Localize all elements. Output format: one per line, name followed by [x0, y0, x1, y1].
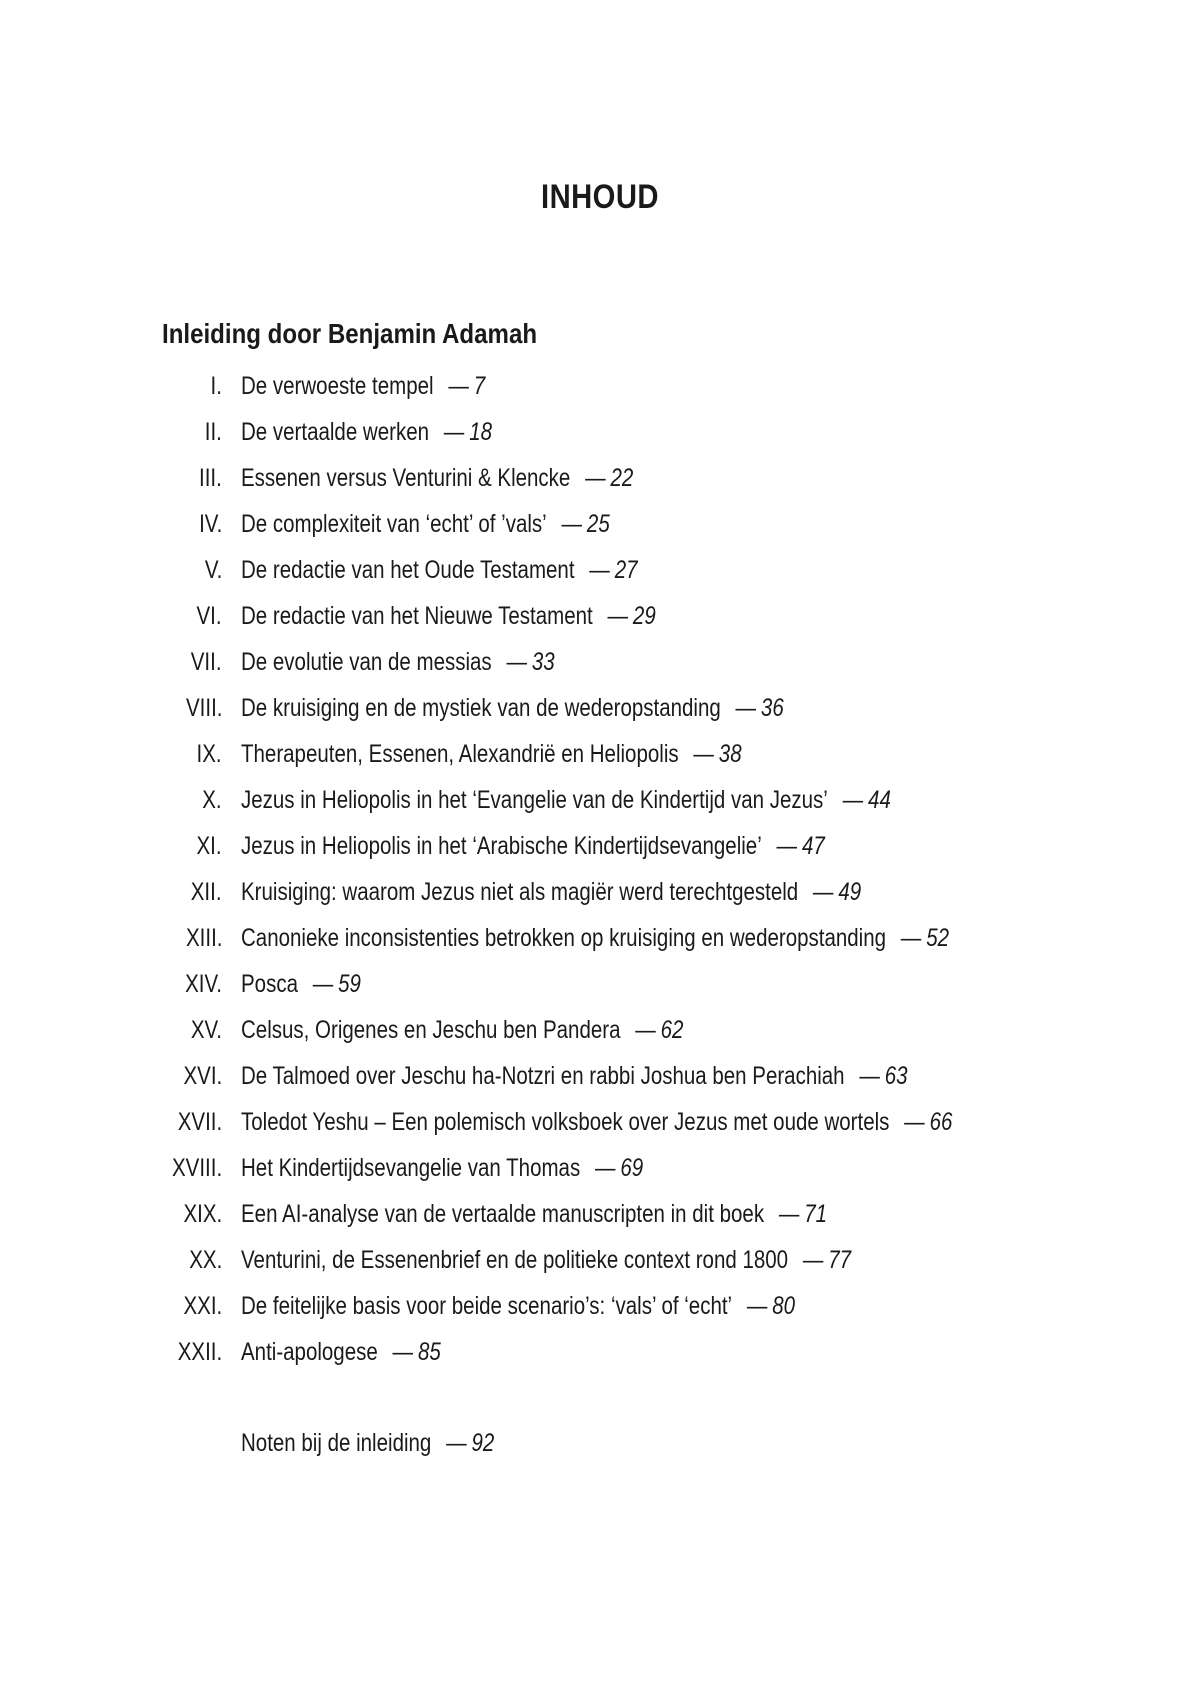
- toc-entry: [0, 1099, 1200, 1145]
- toc-entry-body: [241, 1191, 827, 1237]
- toc-entry-page: 25: [586, 510, 610, 538]
- toc-entry: [0, 455, 1200, 501]
- toc-entry-text: Kruisiging: waarom Jezus niet als magiër werd terechtgesteld: [241, 878, 799, 906]
- toc-entry-page: 62: [660, 1016, 684, 1044]
- toc-entry-separator: —: [506, 648, 527, 676]
- toc-entry-page: 22: [610, 464, 634, 492]
- toc-entry: [0, 409, 1200, 455]
- toc-entry: [0, 915, 1200, 961]
- toc-entry-body: [241, 501, 610, 547]
- toc-entry-number: XV.: [190, 1016, 222, 1044]
- toc-entry-body: [241, 823, 825, 869]
- toc-entry-text: Posca: [241, 970, 298, 998]
- toc-entry-separator: —: [446, 1429, 467, 1457]
- toc-entry-body: [241, 961, 361, 1007]
- toc-entry-number: III.: [199, 464, 222, 492]
- toc-entry-text: Canonieke inconsistenties betrokken op kruisiging en wederopstanding: [241, 924, 887, 952]
- toc-entry-body: [241, 1237, 851, 1283]
- toc-entry: [0, 501, 1200, 547]
- toc-entry-number: XIII.: [185, 924, 222, 952]
- toc-entry-separator: —: [585, 464, 606, 492]
- toc-entry: [0, 363, 1200, 409]
- toc-entry-separator: —: [900, 924, 922, 952]
- toc-entry-page: 44: [868, 786, 891, 814]
- toc-entry: [0, 1283, 1200, 1329]
- toc-entry-page: 69: [620, 1154, 644, 1182]
- toc-entry-page: 59: [338, 970, 361, 998]
- toc-entry-body: [241, 593, 656, 639]
- toc-notes-entry: [0, 1420, 1200, 1466]
- toc-entry-number: XVII.: [177, 1108, 222, 1136]
- toc-entry-number: XVI.: [183, 1062, 222, 1090]
- toc-entry-number: XXII.: [177, 1338, 222, 1366]
- toc-entry-body: [241, 409, 492, 455]
- toc-entry-page: 49: [838, 878, 862, 906]
- toc-entry: [0, 593, 1200, 639]
- toc-entry-number: XI.: [196, 832, 222, 860]
- toc-entry-number: X.: [202, 786, 222, 814]
- toc-entry-number: XII.: [191, 878, 222, 906]
- toc-entry-page: 36: [760, 694, 784, 722]
- toc-entry-page: 85: [417, 1338, 441, 1366]
- toc-entry-separator: —: [842, 786, 864, 814]
- toc-entry-separator: —: [859, 1062, 880, 1090]
- toc-entry-text: Celsus, Origenes en Jeschu ben Pandera: [241, 1016, 621, 1044]
- toc-entry-text: Jezus in Heliopolis in het ‘Arabische Kindertijdsevangelie’: [241, 832, 762, 860]
- toc-entry-body: [241, 455, 633, 501]
- toc-entry-body: [241, 777, 891, 823]
- toc-entry-text: De kruisiging en de mystiek van de wederopstanding: [241, 694, 721, 722]
- toc-entry-text: Toledot Yeshu – Een polemisch volksboek over Jezus met oude wortels: [241, 1108, 890, 1136]
- toc-entry-text: Het Kindertijdsevangelie van Thomas: [241, 1154, 581, 1182]
- toc-entry-number: VI.: [196, 602, 222, 630]
- toc-entry-text: De evolutie van de messias: [241, 648, 492, 676]
- toc-entry-separator: —: [904, 1108, 925, 1136]
- toc-entry: [0, 731, 1200, 777]
- toc-entry-number: I.: [210, 372, 222, 400]
- toc-entry-text: Therapeuten, Essenen, Alexandrië en Heliopolis: [241, 740, 679, 768]
- toc-entry-text: Essenen versus Venturini & Klencke: [241, 464, 571, 492]
- toc-entry-page: 33: [531, 648, 555, 676]
- toc-entry-body: [241, 685, 784, 731]
- toc-entry-separator: —: [812, 878, 834, 906]
- toc-entry: [0, 1053, 1200, 1099]
- toc-entry-page: 47: [801, 832, 825, 860]
- toc-entry-number: II.: [204, 418, 222, 446]
- toc-entry-separator: —: [693, 740, 714, 768]
- toc-entry-body: [241, 547, 638, 593]
- toc-entry-page: 71: [804, 1200, 828, 1228]
- toc-entry-separator: —: [589, 556, 610, 584]
- toc-entry-page: 77: [828, 1246, 852, 1274]
- toc-entry: [0, 961, 1200, 1007]
- toc-entry-page: 38: [718, 740, 742, 768]
- toc-entry-separator: —: [312, 970, 334, 998]
- toc-entry-separator: —: [443, 418, 465, 446]
- toc-entry-number: V.: [204, 556, 222, 584]
- toc-entry-separator: —: [594, 1154, 616, 1182]
- toc-entry-text: De feitelijke basis voor beide scenario’s: ‘vals’ of ‘echt’: [241, 1292, 733, 1320]
- toc-entry-number: VIII.: [185, 694, 222, 722]
- toc-entry-body: [241, 639, 555, 685]
- toc-entry-text: De verwoeste tempel: [241, 372, 434, 400]
- toc-entry-body: [241, 1053, 908, 1099]
- toc-entry-separator: —: [776, 832, 798, 860]
- toc-entry-number: XX.: [188, 1246, 222, 1274]
- toc-entry-separator: —: [635, 1016, 656, 1044]
- toc-entry-separator: —: [802, 1246, 824, 1274]
- toc-entry: [0, 639, 1200, 685]
- toc-entry-text: Noten bij de inleiding: [241, 1429, 432, 1457]
- toc-entry: [0, 823, 1200, 869]
- toc-entry-text: Venturini, de Essenenbrief en de politieke context rond 1800: [241, 1246, 789, 1274]
- toc-entry-text: De vertaalde werken: [241, 418, 430, 446]
- toc-entry-body: [241, 1420, 494, 1466]
- toc-entry: [0, 1237, 1200, 1283]
- toc-entry-page: 18: [469, 418, 493, 446]
- toc-entry-list: [0, 363, 1200, 1375]
- toc-entry-text: De redactie van het Oude Testament: [241, 556, 575, 584]
- toc-entry-body: [241, 915, 949, 961]
- toc-entry-page: 29: [632, 602, 656, 630]
- section-heading: Inleiding door Benjamin Adamah: [162, 318, 538, 349]
- toc-entry-number: XIV.: [185, 970, 222, 998]
- toc-entry-text: Jezus in Heliopolis in het ‘Evangelie van de Kindertijd van Jezus’: [241, 786, 828, 814]
- toc-entry-page: 80: [772, 1292, 796, 1320]
- toc-entry: [0, 547, 1200, 593]
- toc-entry-separator: —: [448, 372, 469, 400]
- toc-entry-page: 66: [929, 1108, 953, 1136]
- toc-entry-page: 52: [926, 924, 950, 952]
- toc-entry: [0, 1007, 1200, 1053]
- toc-entry-body: [241, 1329, 441, 1375]
- toc-entry-number: IX.: [196, 740, 222, 768]
- toc-entry-number: XIX.: [183, 1200, 222, 1228]
- toc-entry-body: [241, 1145, 643, 1191]
- toc-entry-text: De redactie van het Nieuwe Testament: [241, 602, 593, 630]
- toc-entry-number: XVIII.: [171, 1154, 222, 1182]
- toc-entry-separator: —: [561, 510, 582, 538]
- toc-entry: [0, 1191, 1200, 1237]
- toc-entry-page: 63: [884, 1062, 908, 1090]
- toc-entry-text: De Talmoed over Jeschu ha-Notzri en rabbi Joshua ben Perachiah: [241, 1062, 845, 1090]
- toc-entry: [0, 777, 1200, 823]
- toc-entry-number: XXI.: [183, 1292, 222, 1320]
- toc-entry: [0, 685, 1200, 731]
- toc-entry-body: [241, 1099, 952, 1145]
- page-title: INHOUD: [541, 178, 659, 216]
- toc-entry-body: [241, 1007, 683, 1053]
- toc-entry-body: [241, 1283, 795, 1329]
- toc-entry-text: Een AI-analyse van de vertaalde manuscripten in dit boek: [241, 1200, 765, 1228]
- toc-entry-separator: —: [607, 602, 629, 630]
- toc-entry-number: VII.: [191, 648, 222, 676]
- toc-entry-separator: —: [746, 1292, 768, 1320]
- toc-entry-body: [241, 363, 485, 409]
- toc-entry: [0, 869, 1200, 915]
- toc-entry-text: De complexiteit van ‘echt’ of ’vals’: [241, 510, 547, 538]
- toc-entry-separator: —: [778, 1200, 800, 1228]
- toc-entry: [0, 1329, 1200, 1375]
- toc-entry-text: Anti-apologese: [241, 1338, 378, 1366]
- toc-entry-body: [241, 869, 861, 915]
- toc-entry-separator: —: [735, 694, 757, 722]
- toc-entry-body: [241, 731, 742, 777]
- toc-entry: [0, 1145, 1200, 1191]
- toc-entry-separator: —: [392, 1338, 414, 1366]
- toc-entry-number: IV.: [198, 510, 222, 538]
- toc-entry-page: 92: [471, 1429, 495, 1457]
- toc-entry-page: 7: [473, 372, 486, 400]
- toc-entry-page: 27: [614, 556, 638, 584]
